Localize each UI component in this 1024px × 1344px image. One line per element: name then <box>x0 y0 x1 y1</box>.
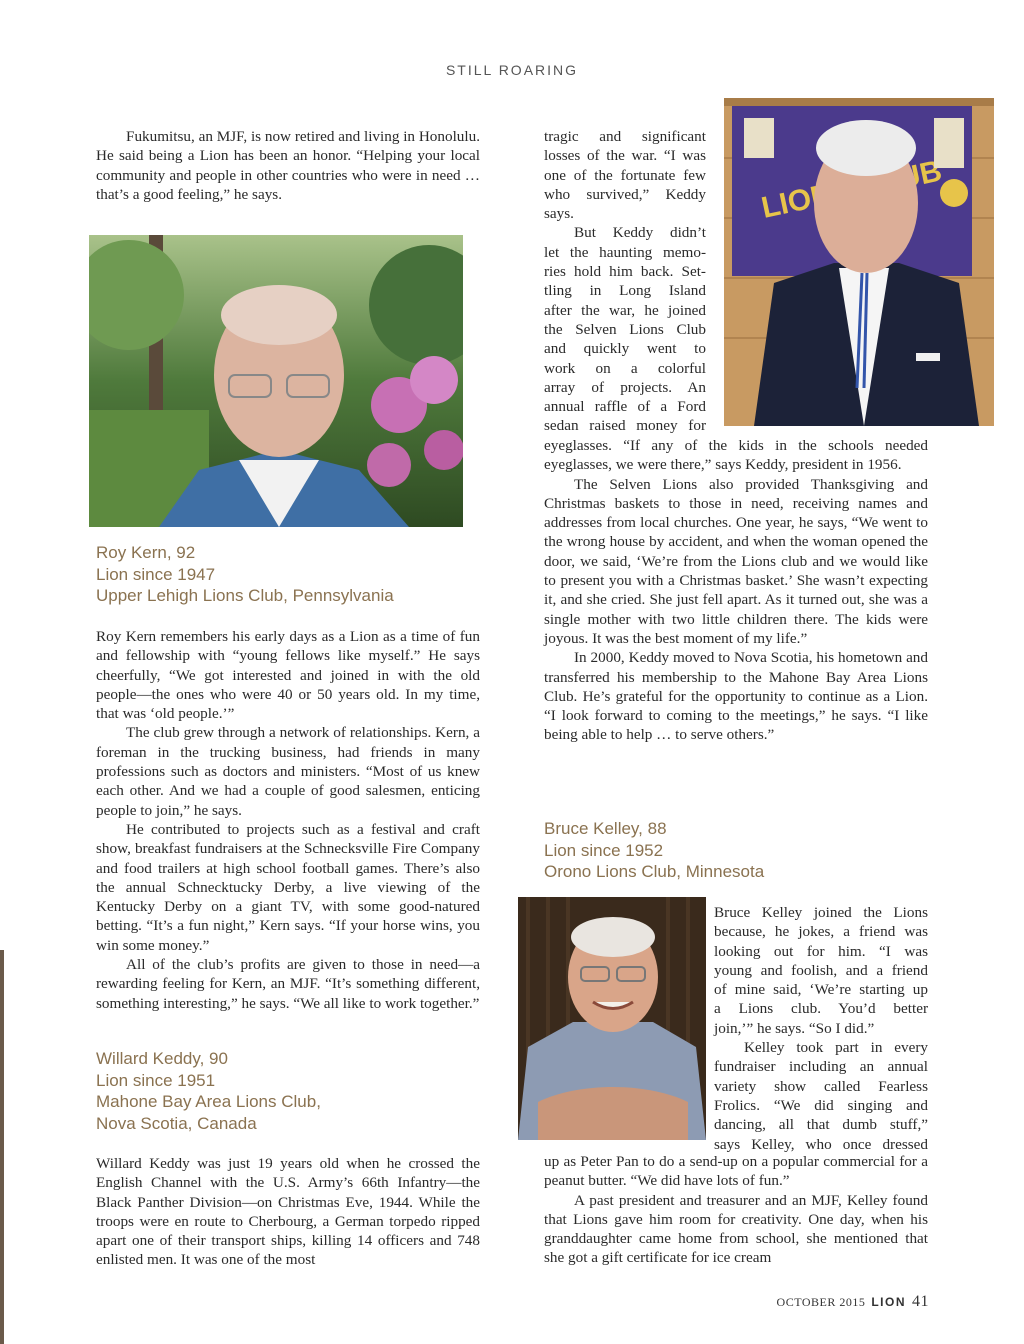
keddy-narrow-text <box>544 127 706 436</box>
kelley-narrow-line: of mine said, ‘We’re starting up <box>714 981 928 999</box>
keddy-narrow-line: work on a colorful <box>544 359 706 377</box>
keddy-lion-since: Lion since 1951 <box>96 1070 216 1090</box>
running-head: STILL ROARING <box>445 62 579 78</box>
keddy-narrow-line: tragic and significant <box>544 128 706 145</box>
kelley-narrow-text <box>714 903 928 1154</box>
keddy-paragraph-1: Willard Keddy was just 19 years old when he crossed the English Channel with the U.S. Army’s 66th Infantry—the Black Panther Division—on Christmas Eve, 1944. While the troops were en route to Cherbourg, a German torpedo ripped apart one of their transport ships, killing 14 officers and 748 enlisted men. It was one of the most <box>96 1155 480 1269</box>
intro-text <box>96 127 480 204</box>
keddy-club-line-2: Nova Scotia, Canada <box>96 1113 257 1133</box>
kelley-narrow-line: Bruce Kelley joined the Lions <box>714 904 928 921</box>
kelley-narrow-line: Frolics. “We did singing and <box>714 1096 928 1114</box>
kelley-narrow-line: fundraiser including an annual <box>714 1058 928 1076</box>
magazine-name: LION <box>871 1295 906 1309</box>
keddy-narrow-line: tling in Long Island <box>544 282 706 300</box>
keddy-name-age: Willard Keddy, 90 <box>96 1049 228 1068</box>
keddy-narrow-line: But Keddy didn’t <box>574 224 706 242</box>
willard-keddy-heading <box>96 1048 321 1134</box>
roy-kern-heading <box>96 542 394 607</box>
page-folio <box>777 1293 929 1311</box>
keddy-narrow-line: losses of the war. “I was <box>544 147 706 165</box>
keddy-narrow-line: after the war, he joined <box>544 301 706 319</box>
willard-keddy-photo <box>724 98 994 426</box>
kelley-name-age: Bruce Kelley, 88 <box>544 819 667 838</box>
kelley-narrow-line: looking out for him. “I was <box>714 942 928 960</box>
keddy-wide-tail: eyeglasses. “If any of the kids in the schools needed eyeglasses, we were there,” says Keddy, president in 1956. <box>544 437 928 474</box>
keddy-paragraph-right-1: The Selven Lions also provided Thanksgiving and Christmas baskets to those in need, receiving names and addresses from local churches. One year, he says, “We went to the wrong house by accident, and when the woman opened the door, we said, ‘We’re from the Lions club and we would like to present you with a Christmas basket.’ She wasn’t expecting it, and she cried. She just fell apart. As it turned out, she was a single mother with two little children there. The kids were joyous. It was the best moment of my life.” <box>544 475 928 647</box>
keddy-narrow-line: sedan raised money for <box>544 417 706 435</box>
kelley-narrow-line: dancing, all that dumb stuff,” <box>714 1116 928 1134</box>
lions-club-banner-text: LIONS <box>758 173 856 225</box>
kelley-club: Orono Lions Club, Minnesota <box>544 862 765 881</box>
keddy-narrow-line: who survived,” Keddy <box>544 185 706 203</box>
keddy-paragraph-right-2: In 2000, Keddy moved to Nova Scotia, his hometown and transferred his membership to the Mahone Bay Area Lions Club. He’s grateful for the opportunity to continue as a Lion. “I look forward to coming to the meetings,” he says. “I like being able to help … to serve others.” <box>544 649 928 744</box>
issue-date: OCTOBER 2015 <box>776 1295 866 1309</box>
kern-lion-since: Lion since 1947 <box>96 564 216 584</box>
keddy-narrow-line: the Selven Lions Club <box>544 320 706 338</box>
kelley-narrow-line: Kelley took part in every <box>744 1039 928 1057</box>
kern-paragraph-4: All of the club’s profits are given to those in need—a rewarding feeling for Kern, an MJF. “It’s something different, something interesting,” he says. “We all like to work together.” <box>96 956 480 1012</box>
kelley-wide-tail: up as Peter Pan to do a send-up on a popular commercial for a peanut butter. “We did have lots of fun.” <box>544 1153 928 1190</box>
kelley-paragraph-1: A past president and treasurer and an MJF, Kelley found that Lions gave him room for creativity. One day, when his granddaughter came home from school, she mentioned that she got a gift certificate for ice cream <box>544 1191 928 1267</box>
page-number: 41 <box>912 1293 929 1310</box>
kelley-narrow-line: because, he jokes, a friend was <box>714 923 928 941</box>
kern-paragraph-1: Roy Kern remembers his early days as a Lion as a time of fun and fellowship with “young fellows like myself.” He says cheerfully, “We got interested and joined in with the old people—the ones who were 40 or 50 years old. In my time, that was ‘old people.’” <box>96 628 480 723</box>
kelley-narrow-line: a Lions club. You’d better <box>714 1000 928 1018</box>
kelley-lion-since: Lion since 1952 <box>544 840 664 860</box>
keddy-body-right <box>544 436 928 745</box>
keddy-narrow-line: and quickly went to <box>544 340 706 358</box>
kelley-narrow-line: says Kelley, who once dressed <box>714 1135 928 1153</box>
keddy-body-left <box>96 1154 480 1270</box>
keddy-narrow-line: array of projects. An <box>544 378 706 396</box>
page-edge-bar <box>0 950 4 1344</box>
bruce-kelley-photo <box>518 897 706 1140</box>
keddy-club-line-1: Mahone Bay Area Lions Club, <box>96 1092 321 1111</box>
keddy-narrow-line: one of the fortunate few <box>544 166 706 184</box>
keddy-narrow-line: says. <box>544 205 574 223</box>
kelley-body <box>544 1152 928 1268</box>
kern-paragraph-2: The club grew through a network of relationships. Kern, a foreman in the trucking business, had friends in many professions such as doctors and ministers. “Most of us knew each other. And we had a couple of good salesmen, enticing people to join,” he says. <box>96 724 480 819</box>
kern-paragraph-3: He contributed to projects such as a festival and craft show, breakfast fundraisers at the Schnecksville Fire Company and food trailers at high school football games. There’s also the annual Schnecktucky Derby, a live viewing of the Kentucky Derby on a giant TV, with some good-natured betting. “It’s a fun night,” Kern says. “If your horse wins, you win some money.” <box>96 820 480 954</box>
kern-club: Upper Lehigh Lions Club, Pennsylvania <box>96 586 394 605</box>
kelley-narrow-line: variety show called Fearless <box>714 1077 928 1095</box>
kelley-narrow-line: young and foolish, and a friend <box>714 961 928 979</box>
kern-name-age: Roy Kern, 92 <box>96 543 196 562</box>
intro-paragraph: Fukumitsu, an MJF, is now retired and living in Honolulu. He said being a Lion has been an honor. “Helping your local community and people in other countries who were in need … that’s a good feeling,” he says. <box>96 128 480 203</box>
roy-kern-body <box>96 627 480 1013</box>
keddy-narrow-line: ries hold him back. Set- <box>544 263 706 281</box>
kelley-narrow-line: join,’” he says. “So I did.” <box>714 1019 875 1037</box>
keddy-narrow-line: let the haunting memo- <box>544 243 706 261</box>
roy-kern-photo <box>89 235 463 527</box>
bruce-kelley-heading <box>544 818 764 883</box>
keddy-narrow-line: annual raffle of a Ford <box>544 398 706 416</box>
